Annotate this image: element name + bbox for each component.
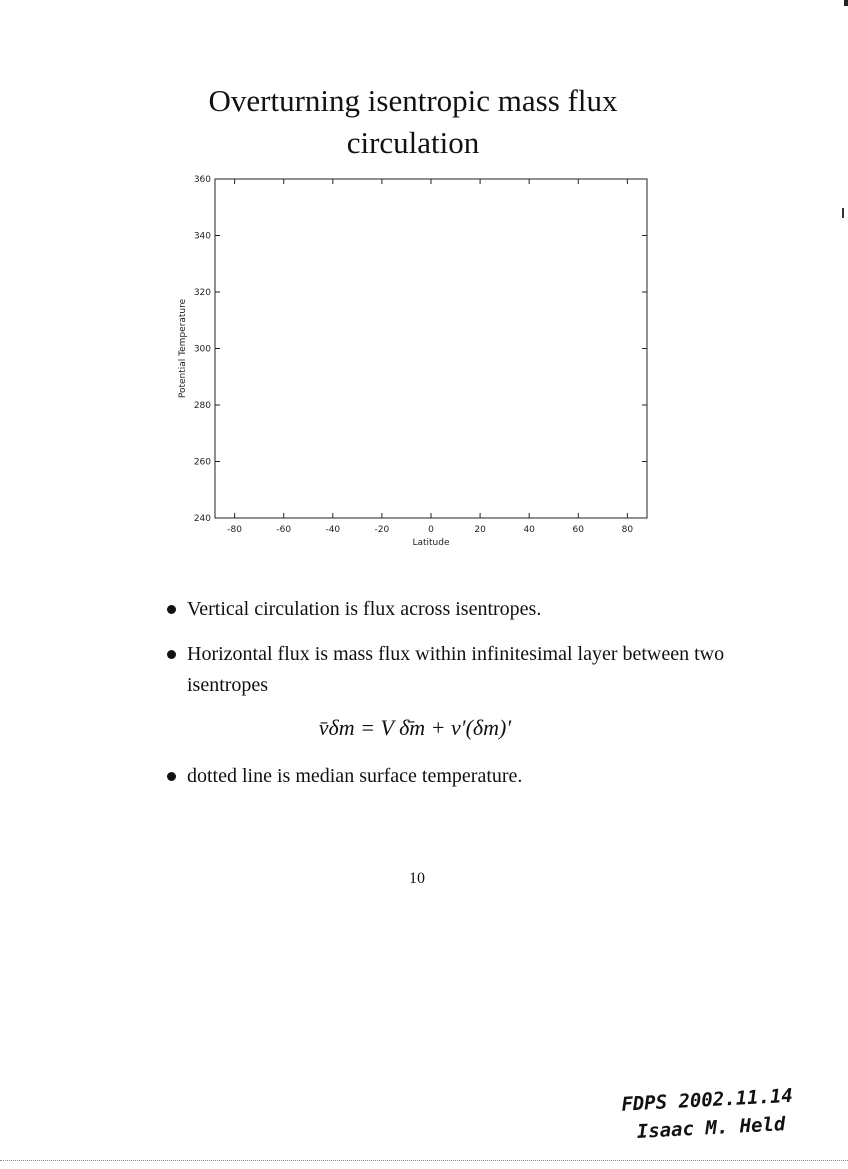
scan-edge-mark bbox=[844, 0, 848, 6]
y-tick-label: 280 bbox=[193, 401, 211, 411]
scan-side-mark bbox=[842, 208, 844, 218]
page-title bbox=[0, 80, 826, 164]
isentropic-mass-flux-chart bbox=[170, 170, 670, 560]
bullet-text: Vertical circulation is flux across isentropes. bbox=[187, 598, 542, 620]
handwritten-line-2: Isaac M. Held bbox=[636, 1113, 786, 1143]
title-line-2: circulation bbox=[346, 125, 480, 160]
y-tick-label: 260 bbox=[193, 457, 211, 468]
handwritten-annotation bbox=[621, 1081, 804, 1146]
bullet-list bbox=[165, 594, 765, 792]
x-tick-label: -20 bbox=[374, 525, 390, 535]
x-tick-label: 60 bbox=[572, 525, 584, 535]
y-tick-label: 360 bbox=[193, 175, 211, 185]
y-tick-label: 300 bbox=[193, 344, 211, 355]
bullet-text: dotted line is median surface temperature. bbox=[187, 765, 523, 787]
handwritten-line-1: FDPS 2002.11.14 bbox=[620, 1084, 794, 1116]
page-number: 10 bbox=[409, 870, 425, 887]
x-tick-label: -80 bbox=[227, 525, 242, 535]
x-tick-label: 0 bbox=[428, 525, 434, 535]
x-tick-label: 80 bbox=[621, 525, 634, 535]
x-tick-label: 20 bbox=[474, 525, 486, 535]
y-tick-label: 320 bbox=[193, 288, 211, 298]
bullet-dot bbox=[167, 605, 176, 614]
y-tick-label: 340 bbox=[193, 231, 211, 242]
bullet-dot bbox=[167, 650, 176, 659]
bullet-text: Horizontal flux is mass flux within infinitesimal layer between two isentropes bbox=[187, 643, 725, 696]
bullet-item bbox=[165, 594, 765, 625]
bullet-item bbox=[165, 639, 765, 701]
bullet-dot bbox=[167, 772, 176, 781]
x-tick-label: 40 bbox=[523, 525, 535, 535]
y-axis-label: Potential Temperature bbox=[178, 298, 188, 399]
x-axis-label: Latitude bbox=[412, 538, 450, 548]
bottom-rule bbox=[0, 1160, 848, 1161]
y-tick-label: 240 bbox=[193, 514, 211, 524]
title-line-1: Overturning isentropic mass flux bbox=[208, 83, 618, 118]
plot-frame bbox=[215, 179, 647, 518]
flux-equation: v̄δm = V δ̄m + v′(δm)′ bbox=[318, 715, 512, 740]
x-tick-label: -60 bbox=[276, 525, 292, 535]
bullet-item bbox=[165, 761, 765, 792]
x-tick-label: -40 bbox=[325, 525, 341, 535]
